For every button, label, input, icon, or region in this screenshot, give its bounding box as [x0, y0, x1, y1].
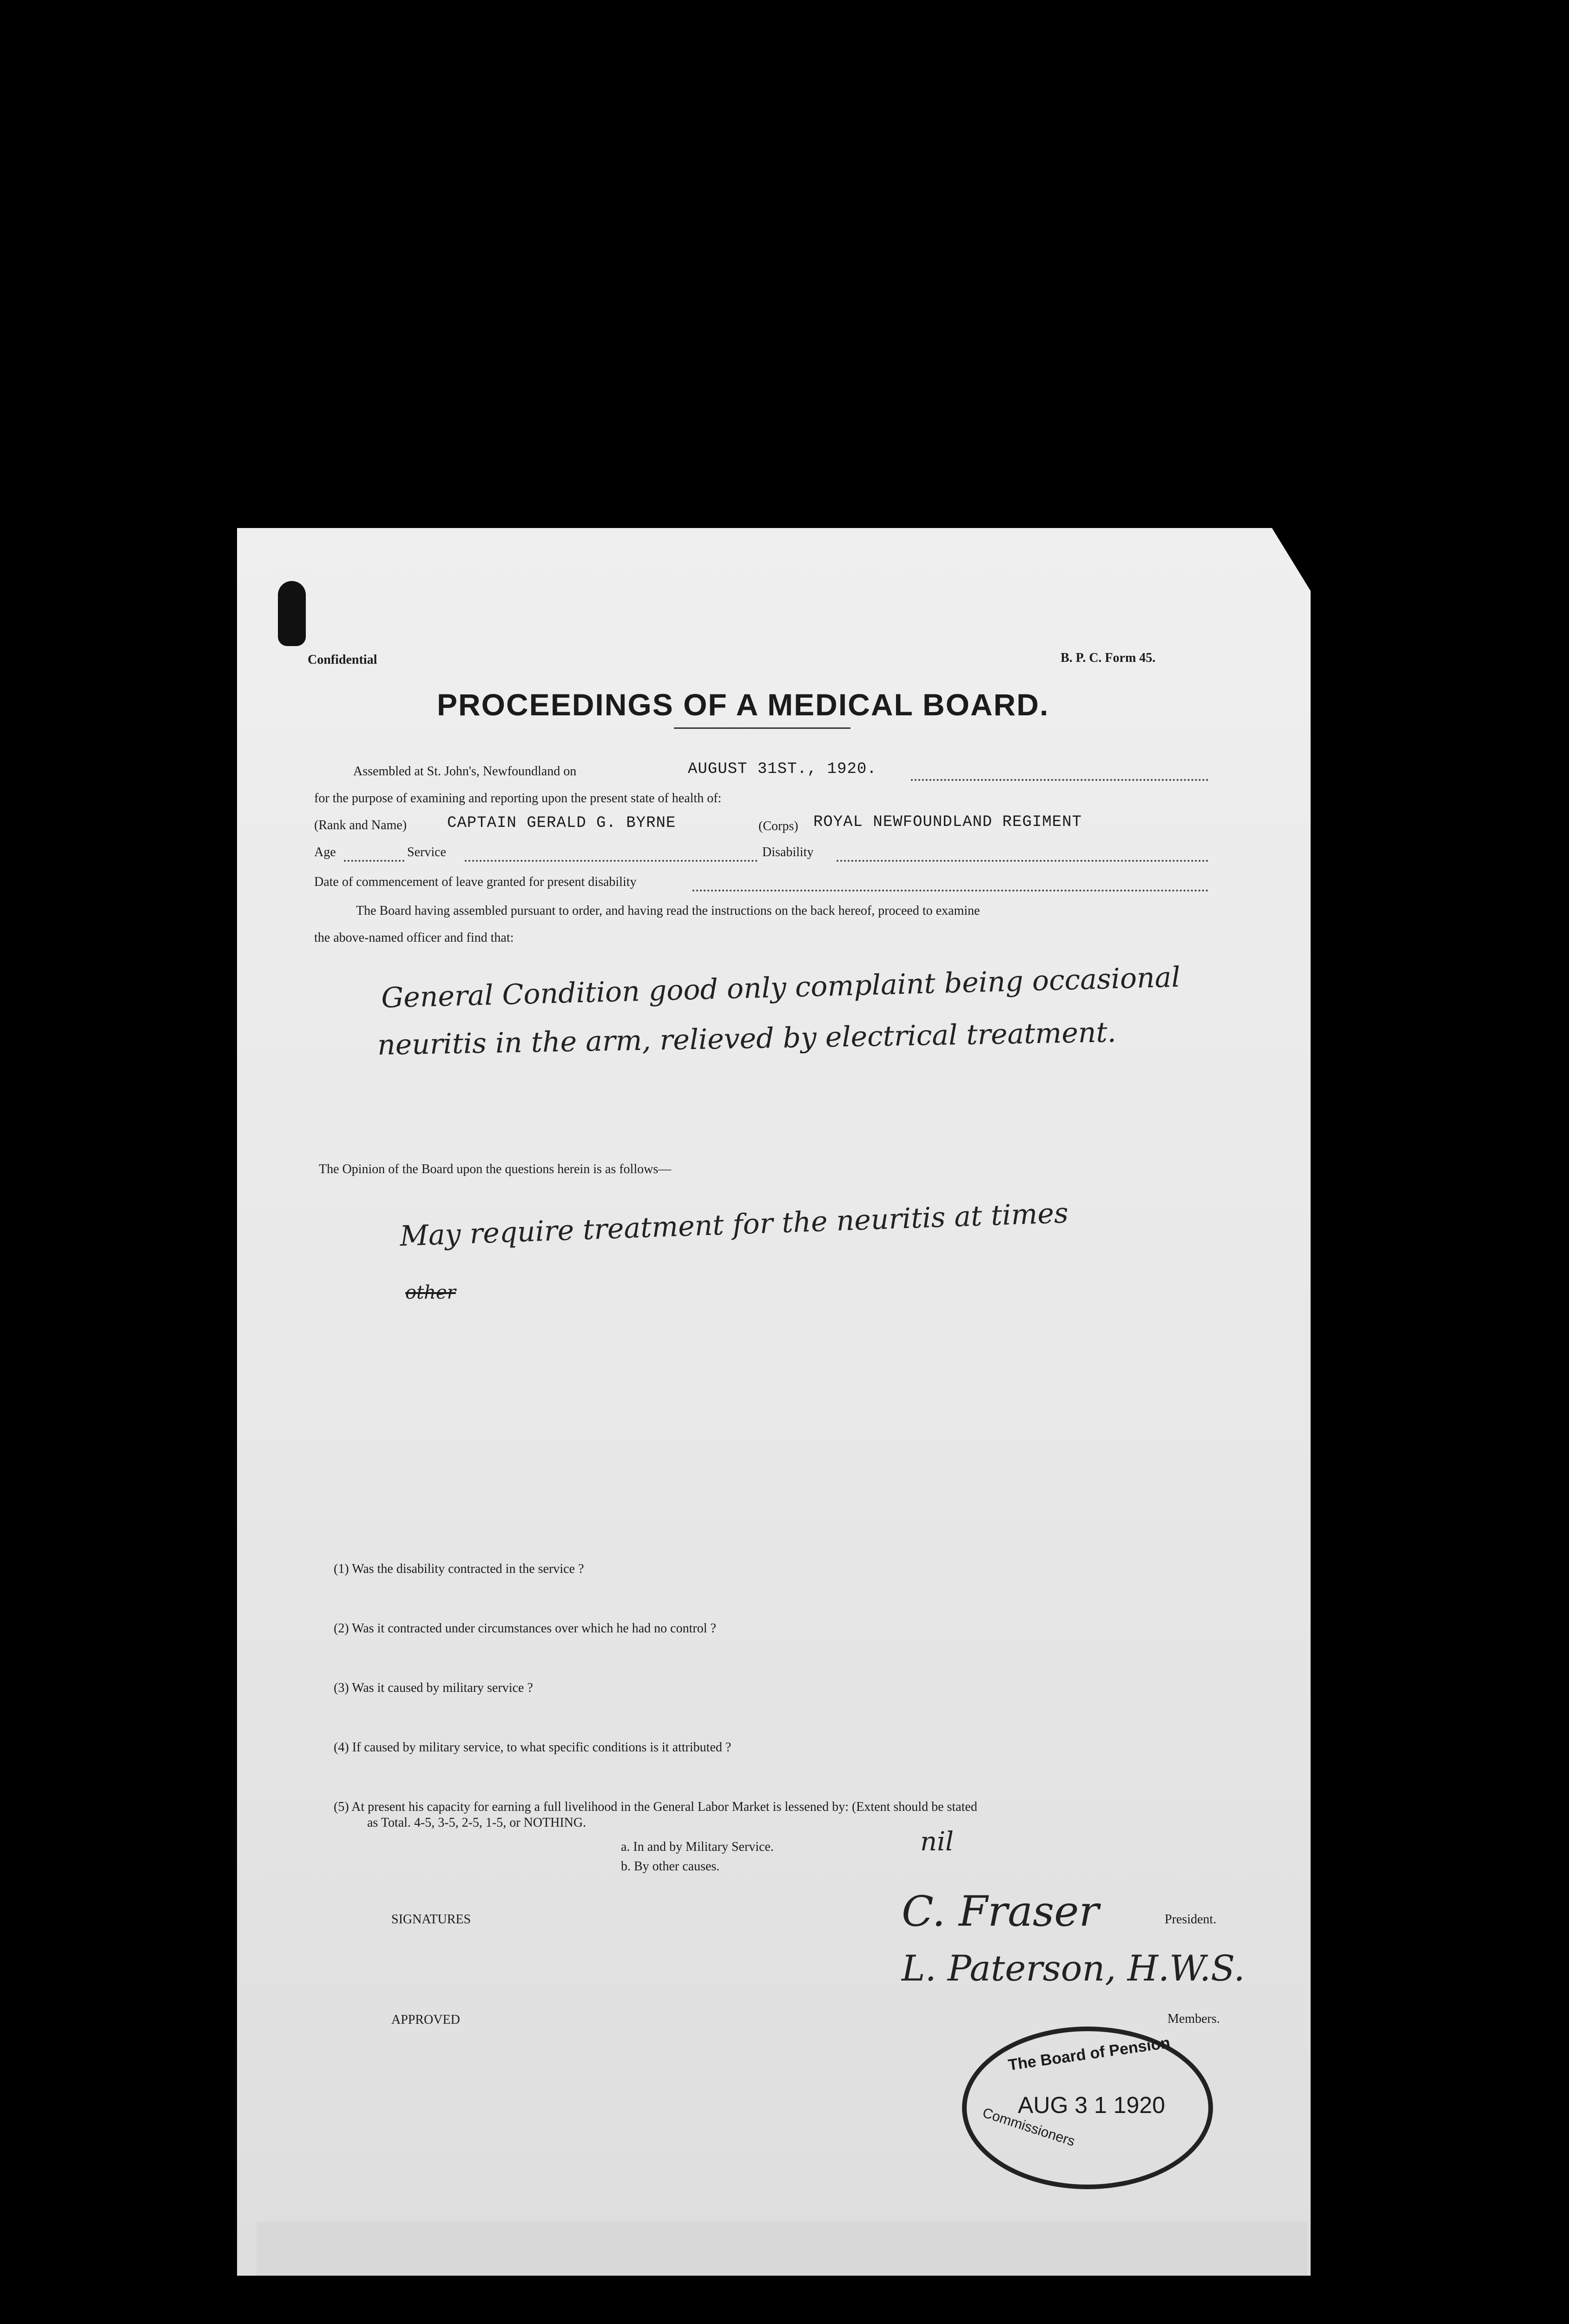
nil-mark: nil [920, 1827, 954, 1857]
assembled-dotted-line [911, 779, 1208, 781]
question-5a: a. In and by Military Service. [621, 1840, 774, 1854]
form-number: B. P. C. Form 45. [1061, 651, 1156, 665]
service-dotted-line [465, 860, 758, 862]
stamp-date: AUG 3 1 1920 [1018, 2092, 1165, 2118]
disability-dotted-line [837, 860, 1208, 862]
disability-label: Disability [762, 845, 814, 859]
rank-label: (Rank and Name) [314, 818, 407, 832]
rank-name: CAPTAIN GERALD G. BYRNE [447, 814, 676, 832]
service-label: Service [407, 845, 446, 859]
paper-clip [278, 581, 306, 646]
confidential-label: Confidential [308, 653, 377, 667]
findings-line-1: General Condition good only complaint being occasional [381, 961, 1181, 1015]
question-1: (1) Was the disability contracted in the service ? [334, 1562, 584, 1576]
corps-label: (Corps) [758, 819, 798, 833]
title-underline [674, 727, 850, 729]
approved-label: APPROVED [391, 2013, 460, 2027]
president-label: President. [1165, 1912, 1217, 1927]
age-label: Age [314, 845, 336, 859]
question-3: (3) Was it caused by military service ? [334, 1681, 533, 1695]
opinion-label: The Opinion of the Board upon the questions herein is as follows— [319, 1162, 672, 1176]
findings-line-2: neuritis in the arm, relieved by electrical treatment. [377, 1016, 1117, 1062]
opinion-text: May require treatment for the neuritis at times [399, 1196, 1069, 1253]
members-label: Members. [1167, 2012, 1220, 2026]
stamp-line-1: The Board of Pension [1007, 2034, 1172, 2074]
corps-value: ROYAL NEWFOUNDLAND REGIMENT [813, 813, 1082, 831]
board-text-2: the above-named officer and find that: [314, 931, 514, 945]
leave-dotted-line [692, 890, 1208, 891]
assembled-label: Assembled at St. John's, Newfoundland on [353, 764, 577, 779]
purpose-line: for the purpose of examining and reporting upon the present state of health of: [314, 791, 722, 805]
president-signature: C. Fraser [902, 1887, 1099, 1936]
age-dotted-line [344, 860, 404, 862]
leave-label: Date of commencement of leave granted for present disability [314, 875, 637, 889]
question-5b: b. By other causes. [621, 1859, 720, 1874]
page-bottom-edge [257, 2222, 1307, 2275]
opinion-struck-word: other [405, 1282, 456, 1303]
question-5-line-2: as Total. 4-5, 3-5, 2-5, 1-5, or NOTHING. [367, 1816, 587, 1830]
form-title: PROCEEDINGS OF A MEDICAL BOARD. [437, 687, 1049, 722]
question-4: (4) If caused by military service, to what specific conditions is it attributed ? [334, 1740, 732, 1755]
question-5-line-1: (5) At present his capacity for earning a full livelihood in the General Labor Market is lessened by: (Extent should be stated [334, 1800, 977, 1814]
board-text-1: The Board having assembled pursuant to order, and having read the instructions on the back hereof, proceed to examine [356, 904, 980, 918]
stamp-line-2: Commissioners [981, 2105, 1077, 2150]
question-2: (2) Was it contracted under circumstances over which he had no control ? [334, 1621, 716, 1636]
signatures-label: SIGNATURES [391, 1912, 471, 1927]
assembled-date: AUGUST 31ST., 1920. [688, 760, 877, 778]
member-signature: L. Paterson, H.W.S. [902, 1948, 1245, 1989]
